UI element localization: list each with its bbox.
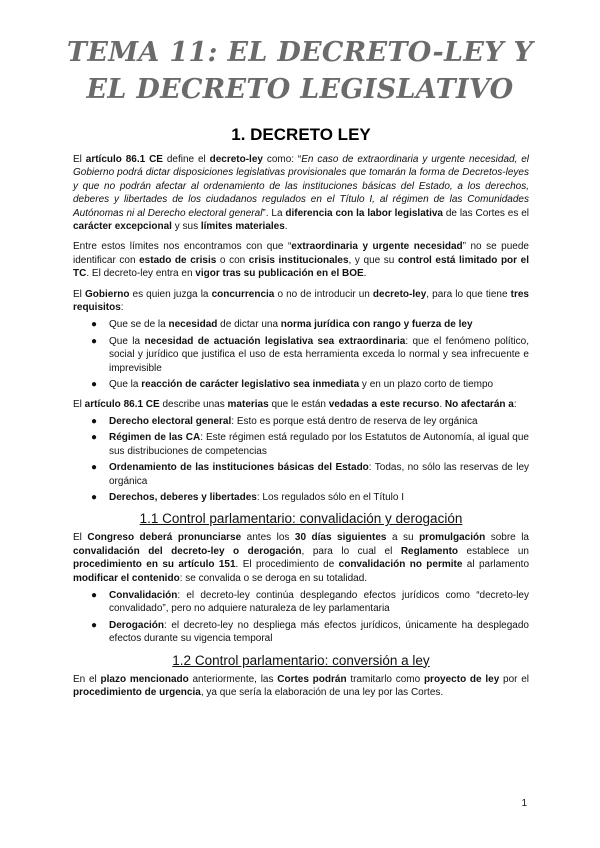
text-run: Reglamento xyxy=(400,545,459,557)
text-run: vedadas a este recurso xyxy=(328,398,440,410)
paragraph xyxy=(73,288,529,315)
text-run: materias xyxy=(227,398,269,410)
page-number: 1 xyxy=(521,798,527,809)
text-run: El xyxy=(73,154,86,165)
text-run: crisis institucionales xyxy=(248,254,349,266)
text-run: o no de introducir un xyxy=(274,288,373,300)
text-run: : se convalida o se deroga en su totalidad. xyxy=(179,572,368,584)
text-run: Que se de la xyxy=(109,319,169,331)
text-run: : Los regulados sólo en el Título I xyxy=(256,491,404,503)
text-run: plazo mencionado xyxy=(100,673,189,685)
text-run: como: “ xyxy=(262,154,302,165)
text-run: : el decreto-ley continúa desplegando efectos jurídicos como “decreto-ley convalidado”, pero no adquiere naturaleza de ley parlamentaria xyxy=(109,589,529,615)
text-run: describe unas xyxy=(159,398,228,410)
text-run: anteriormente, las xyxy=(188,673,278,685)
text-run: artículo 86.1 CE xyxy=(84,398,160,410)
text-run: : Este régimen está regulado por los Estatutos de Autonomía, al igual que sus distribuciones de competencias xyxy=(109,432,529,457)
list-item xyxy=(91,619,529,646)
text-run: decreto-ley xyxy=(372,288,427,300)
text-run: Derogación xyxy=(109,619,165,631)
text-run: por el xyxy=(499,673,530,685)
text-run: a su xyxy=(386,532,420,544)
text-run: sobre la xyxy=(485,532,529,544)
text-run: artículo 86.1 CE xyxy=(85,154,163,165)
text-run: : que el fenómeno político, social y jurídico que justifica el uso de esta herramienta exceda lo normal y sea infrecuente e imprevisible xyxy=(109,335,529,374)
text-run: o con xyxy=(216,254,249,266)
list-item xyxy=(91,335,529,375)
text-run: Que la xyxy=(109,379,142,391)
bullet-icon: ● xyxy=(91,335,98,347)
text-run: antes los xyxy=(241,532,295,544)
text-run: procedimiento de urgencia xyxy=(73,687,201,698)
list-item xyxy=(91,415,529,428)
control-list xyxy=(73,589,529,646)
text-run: 30 días siguientes xyxy=(294,532,387,544)
text-run: Convalidación xyxy=(109,589,178,601)
text-run: Gobierno xyxy=(84,288,130,300)
bullet-icon: ● xyxy=(91,379,98,391)
text-run: y sus xyxy=(171,221,201,233)
bullet-icon: ● xyxy=(91,589,98,601)
text-run: , y que su xyxy=(348,254,398,266)
text-run: En caso de extraordinaria y urgente necesidad, el Gobierno podrá dictar disposiciones legislativas provisionales que tomarán la forma de Decretos-leyes y que no podrán afectar al ordenamiento de las instituciones básicas del Estado, a los derechos, deberes y libertades de los ciudadanos regulados en el Título I, al régimen de las Comunidades Autónomas ni al Derecho electoral general xyxy=(73,154,529,219)
bullet-icon: ● xyxy=(91,319,98,331)
text-run: decreto-ley xyxy=(209,154,263,165)
text-run: procedimiento en su artículo 151 xyxy=(73,559,236,571)
text-run: control está limitado por el TC xyxy=(73,254,529,280)
text-run: . xyxy=(363,268,367,280)
bullet-icon: ● xyxy=(91,415,98,427)
text-run: carácter excepcional xyxy=(73,221,172,233)
text-run: Derechos, deberes y libertades xyxy=(109,491,257,503)
list-item xyxy=(91,431,529,458)
text-run: tramitarlo como xyxy=(346,673,424,685)
paragraph xyxy=(73,240,529,280)
text-run: norma jurídica con rango y fuerza de ley xyxy=(280,319,473,331)
subsection-heading-conversion: 1.2 Control parlamentario: conversión a ley xyxy=(172,652,430,668)
text-run: . El procedimiento de xyxy=(235,559,339,571)
text-run: necesidad de actuación legislativa sea extraordinaria xyxy=(144,335,406,347)
text-run: modificar el contenido xyxy=(73,572,180,584)
text-run: : xyxy=(513,398,517,410)
list-item xyxy=(91,378,529,391)
text-run: vigor tras su publicación en el BOE xyxy=(195,268,364,280)
document-body xyxy=(73,124,529,706)
text-run: promulgación xyxy=(419,532,486,544)
page-title xyxy=(40,34,560,108)
text-run: : Esto es porque está dentro de reserva de ley orgánica xyxy=(231,415,478,427)
text-run: El xyxy=(73,398,85,410)
text-run: Régimen de las CA xyxy=(109,432,201,444)
requisitos-list xyxy=(73,318,529,391)
text-run: : Todas, no sólo las reservas de ley orgánica xyxy=(109,462,530,487)
text-run: al parlamento xyxy=(462,559,529,571)
text-run: límites materiales xyxy=(200,221,285,233)
text-run: necesidad xyxy=(168,319,218,331)
text-run: extraordinaria y urgente necesidad xyxy=(291,241,463,253)
text-run: ” no se puede identificar con xyxy=(73,241,529,266)
text-run: . xyxy=(439,398,445,410)
text-run: ”. La xyxy=(262,207,286,219)
text-run: reacción de carácter legislativo sea inmediata xyxy=(141,379,360,391)
text-run: Que la xyxy=(109,335,145,347)
text-run: establece un xyxy=(458,545,529,557)
list-item xyxy=(91,461,530,488)
paragraph xyxy=(73,531,529,585)
paragraph xyxy=(73,673,529,700)
text-run: Cortes podrán xyxy=(277,673,347,685)
text-run: , para lo que tiene xyxy=(426,288,511,300)
list-item xyxy=(91,318,529,331)
text-run: Ordenamiento de las instituciones básicas del Estado xyxy=(109,462,369,474)
text-run: diferencia con la labor legislativa xyxy=(285,207,443,219)
text-run: es quien juzga la xyxy=(129,288,212,300)
text-run: . El decreto-ley entra en xyxy=(86,268,196,280)
title-line-1: TEMA 11: EL DECRETO-LEY Y xyxy=(66,37,534,68)
bullet-icon: ● xyxy=(91,619,98,631)
paragraph xyxy=(73,398,529,411)
text-run: convalidación del decreto-ley o derogación xyxy=(73,545,302,557)
text-run: , ya que sería la elaboración de una ley por las Cortes. xyxy=(200,687,444,698)
text-run: El xyxy=(73,532,88,544)
materias-vedadas-list xyxy=(73,415,529,504)
list-item xyxy=(91,491,529,504)
list-item xyxy=(91,589,529,616)
text-run: Entre estos límites nos encontramos con que “ xyxy=(73,241,292,253)
text-run: : el decreto-ley no despliega más efectos jurídicos, únicamente ha desplegado efectos durante su vigencia temporal xyxy=(109,619,529,645)
text-run: convalidación no permite xyxy=(338,559,463,571)
text-run: que le están xyxy=(268,398,329,410)
bullet-icon: ● xyxy=(91,432,98,444)
text-run: concurrencia xyxy=(211,288,275,300)
bullet-icon: ● xyxy=(91,462,98,474)
text-run: : xyxy=(120,302,124,314)
text-run: tres requisitos xyxy=(73,288,529,314)
text-run: Congreso deberá pronunciarse xyxy=(87,532,242,544)
text-run: define el xyxy=(162,154,210,165)
text-run: proyecto de ley xyxy=(423,673,500,685)
text-run: . xyxy=(284,221,288,233)
text-run: El xyxy=(73,288,85,300)
paragraph xyxy=(73,153,529,233)
text-run: y en un plazo corto de tiempo xyxy=(359,379,494,391)
title-line-2: EL DECRETO LEGISLATIVO xyxy=(86,74,514,105)
text-run: de dictar una xyxy=(217,319,281,331)
text-run: Derecho electoral general xyxy=(109,415,232,427)
text-run: de las Cortes es el xyxy=(442,207,529,219)
subsection-heading-convalidacion: 1.1 Control parlamentario: convalidación y derogación xyxy=(139,511,463,527)
text-run: , para lo cual el xyxy=(301,545,401,557)
bullet-icon: ● xyxy=(91,491,98,503)
text-run: estado de crisis xyxy=(139,254,217,266)
section-heading-decreto-ley: 1. DECRETO LEY xyxy=(231,125,371,144)
text-run: En el xyxy=(73,673,101,685)
text-run: No afectarán a xyxy=(444,398,514,410)
